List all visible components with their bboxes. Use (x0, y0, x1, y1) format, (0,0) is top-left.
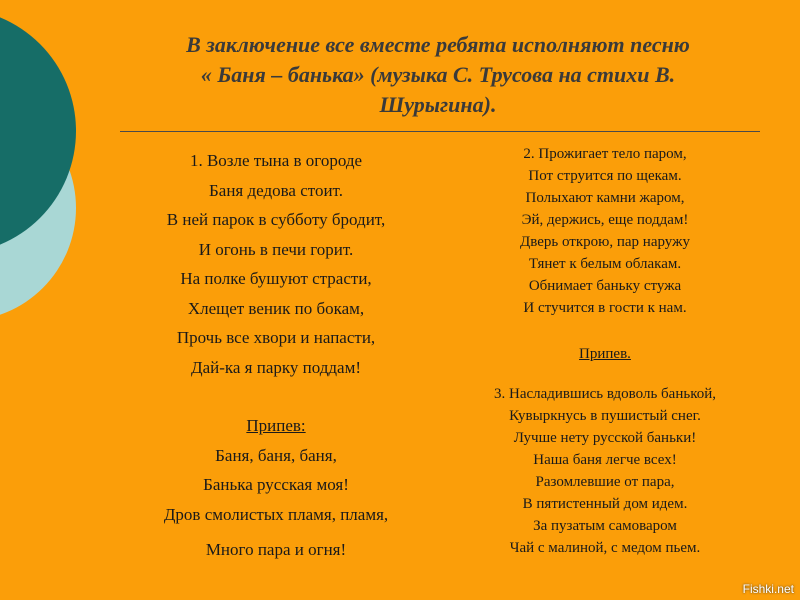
verse-line: Кувыркнусь в пушистый снег. (509, 408, 701, 424)
spacer (128, 382, 424, 411)
title-divider (120, 131, 760, 132)
chorus-line: Баня, баня, баня, (215, 445, 337, 465)
chorus-line: Много пара и огня! (205, 540, 347, 559)
verse-line: Обнимает баньку стужа (528, 278, 682, 294)
verse-line: Тянет к белым облакам. (528, 256, 682, 272)
verse-line: 2. Прожигает тело паром, (523, 146, 687, 162)
verse-line: В пятистенный дом идем. (522, 496, 688, 512)
verse-line: На полке бушуют страсти, (180, 269, 372, 288)
verse-line: Эй, держись, еще поддам! (521, 212, 689, 228)
verse-line: Лучше нету русской баньки! (513, 430, 697, 446)
spacer (450, 319, 760, 343)
verse-line: Пот струится по щекам. (528, 168, 682, 184)
verse-line: Наша баня легче всех! (533, 452, 677, 468)
right-column (450, 143, 760, 559)
verse-line: 3. Насладившись вдоволь банькой, (493, 386, 717, 402)
verse-line: Полыхают камни жаром, (525, 190, 685, 206)
title-line-1: В заключение все вместе ребята исполняют песню (186, 32, 690, 57)
verse-line: Баня дедова стоит. (209, 180, 343, 200)
verse-line: И огонь в печи горит. (198, 239, 354, 259)
chorus-line: Дров смолистых пламя, пламя, (163, 504, 389, 524)
chorus-line: Банька русская моя! (203, 475, 349, 494)
verse-line: Хлещет веник по бокам, (187, 298, 365, 318)
verse-line: 1. Возле тына в огороде (189, 151, 363, 170)
verse-line: Прочь все хвори и напасти, (176, 328, 376, 347)
chorus-heading: Припев. (579, 346, 631, 362)
chorus-heading: Припев: (246, 416, 306, 435)
title-line-2: « Баня – банька» (музыка С. Трусова на стихи В. (200, 62, 676, 87)
watermark: Fishki.net (742, 582, 794, 596)
verse-line: Дай-ка я парку поддам! (190, 357, 362, 377)
left-column (128, 146, 424, 565)
verse-line: Дверь открою, пар наружу (520, 234, 690, 250)
verse-line: Разомлевшие от пара, (535, 474, 675, 490)
slide-title (128, 30, 748, 120)
verse-line: Чай с малиной, с медом пьем. (509, 540, 701, 556)
verse-line: В ней парок в субботу бродит, (166, 210, 386, 229)
verse-line: И стучится в гости к нам. (523, 300, 687, 316)
verse-line: За пузатым самоваром (533, 518, 677, 534)
title-line-3: Шурыгина). (379, 92, 497, 117)
